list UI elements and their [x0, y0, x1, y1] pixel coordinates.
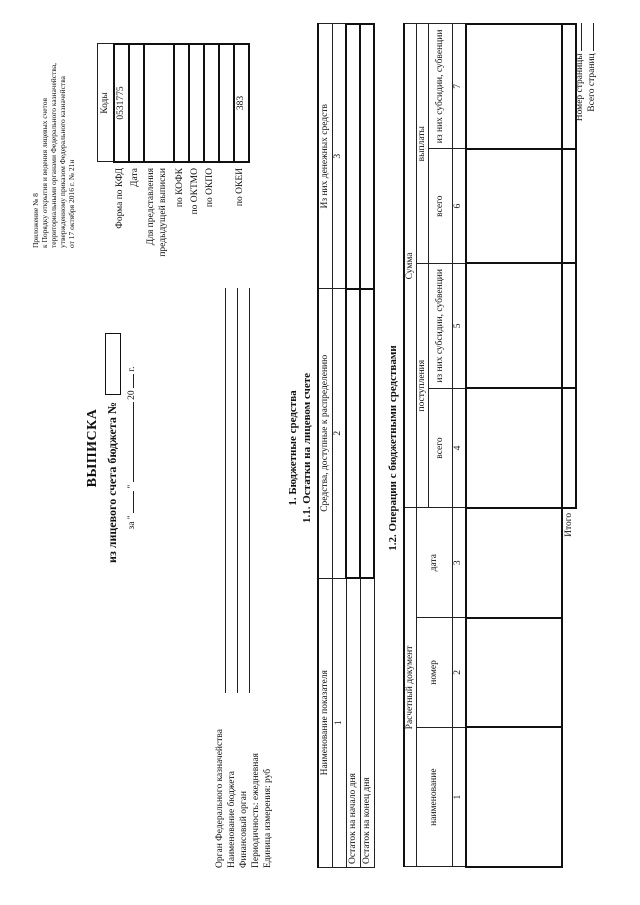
page-title: ВЫПИСКА [85, 408, 100, 487]
field-label-budget: Наименование бюджета [227, 770, 237, 868]
header-payment-doc: Расчетный документ [404, 507, 417, 866]
col-header-cash: Из них денежных средств [318, 24, 332, 289]
field-row [239, 288, 251, 868]
code-value-okpo[interactable] [204, 44, 219, 162]
date-quote: " [127, 484, 138, 489]
annex-line: Приложение № 8 [31, 192, 40, 248]
row-label-closing: Остаток на конец дня [360, 578, 374, 867]
col-header-indicator: Наименование показателя [318, 578, 332, 867]
cell-total-income-subsidies[interactable] [562, 263, 576, 388]
cell-total-payout[interactable] [562, 148, 576, 263]
cell-op-income-total[interactable] [466, 388, 562, 508]
code-label-kfd: Форма по КФД [115, 167, 125, 229]
code-label-okpo: по ОКПО [205, 167, 215, 207]
col-number: 1 [332, 578, 346, 867]
page-number-field[interactable] [581, 23, 582, 51]
page-counter [575, 23, 599, 148]
field-line-finorgan[interactable] [249, 288, 250, 693]
cell-total-payout-subsidies[interactable] [562, 24, 576, 149]
col-header-income-total: всего [429, 388, 453, 508]
col-number: 7 [453, 24, 466, 149]
row-label-opening: Остаток на начало дня [346, 578, 360, 867]
field-line-treasury[interactable] [225, 288, 226, 693]
cell-total-income[interactable] [562, 388, 576, 508]
total-pages-field[interactable] [593, 23, 594, 51]
codes-labels [113, 168, 248, 288]
code-label-prev: Для представления предыдущей выписки [146, 167, 168, 257]
balances-table [317, 23, 375, 868]
field-label-treasury: Орган Федерального казначейства [215, 728, 225, 868]
code-value-okei[interactable]: 383 [234, 44, 249, 162]
col-header-number: номер [417, 617, 453, 727]
cell-op-payout-subsidies[interactable] [466, 24, 562, 149]
col-header-payout-total: всего [429, 148, 453, 263]
operations-table [403, 23, 577, 868]
page-subtitle: из лицевого счета бюджета № [105, 401, 119, 563]
field-row [215, 288, 227, 868]
requisites [215, 288, 275, 868]
col-header-date: дата [417, 507, 453, 617]
code-label-date: Дата [130, 167, 140, 187]
total-pages-label: Всего страниц [587, 52, 597, 112]
cell-op-payout-total[interactable] [466, 148, 562, 263]
date-year-field[interactable] [133, 374, 134, 388]
annex-line: от 17 октября 2016 г. № 21н [67, 159, 76, 248]
field-row [227, 288, 239, 868]
header-sum: Сумма [404, 24, 417, 508]
table-row [466, 24, 562, 867]
statement-sheet [15, 18, 625, 888]
section2-title: 1.2. Операции с бюджетными средствами [387, 344, 399, 551]
code-value-date[interactable] [129, 44, 144, 162]
code-label-empty [218, 168, 233, 288]
cell-op-date[interactable] [466, 507, 562, 617]
date-month-field[interactable] [133, 402, 134, 482]
col-number: 3 [332, 24, 346, 289]
field-periodicity: Периодичность: ежедневная [251, 752, 261, 868]
code-label-okei: по ОКЕИ [235, 167, 245, 206]
total-label: Итого [563, 512, 574, 537]
cell-op-name[interactable] [466, 727, 562, 867]
annex-line: территориальными органами Федерального казначейства, [49, 62, 58, 248]
code-label-kofk: по КОФК [175, 167, 185, 207]
col-number: 5 [453, 263, 466, 388]
col-header-available: Средства, доступные к распределению [318, 288, 332, 577]
annex-note [31, 28, 76, 248]
cell-closing-available[interactable] [360, 288, 374, 577]
col-number: 2 [332, 288, 346, 577]
col-number: 6 [453, 148, 466, 263]
cell-opening-available[interactable] [346, 288, 360, 577]
codes-header: Коды [98, 44, 114, 162]
cell-closing-cash[interactable] [360, 24, 374, 289]
page-number-label: Номер страницы [575, 52, 585, 121]
header-payout: выплаты [417, 24, 429, 263]
date-prefix: за " [127, 514, 138, 530]
col-header-income-subsidies: из них субсидии, субвенции [429, 263, 453, 388]
field-unit: Единица измерения: руб [263, 768, 273, 868]
annex-line: к Порядку открытия и ведения лицевых счетов [40, 97, 49, 248]
code-value-oktmo[interactable] [189, 44, 204, 162]
code-value-kfd[interactable]: 0531775 [114, 44, 129, 162]
cell-opening-cash[interactable] [346, 24, 360, 289]
account-number-box[interactable] [105, 333, 121, 395]
cell-op-number[interactable] [466, 617, 562, 727]
date-year-suffix: г. [127, 365, 138, 372]
col-header-payout-subsidies: из них субсидии, субвенции [429, 24, 453, 149]
code-value-prev[interactable] [144, 44, 174, 162]
section1-subtitle: 1.1. Остатки на лицевом счете [301, 372, 313, 523]
cell-op-income-subsidies[interactable] [466, 263, 562, 388]
col-header-name: наименование [417, 727, 453, 867]
title-block [85, 258, 138, 638]
date-day-field[interactable] [133, 490, 134, 512]
col-number: 4 [453, 388, 466, 508]
header-income: поступления [417, 263, 429, 507]
col-number: 2 [453, 617, 466, 727]
code-label-oktmo: по ОКТМО [190, 167, 200, 214]
date-year: 20 [127, 389, 138, 400]
col-number: 1 [453, 727, 466, 867]
code-value-kofk[interactable] [174, 44, 189, 162]
col-number: 3 [453, 507, 466, 617]
code-value-empty[interactable] [219, 44, 234, 162]
codes-table [97, 43, 250, 163]
annex-line: утвержденному приказом Федерального казначейства [58, 75, 67, 248]
field-label-finorgan: Финансовый орган [239, 790, 249, 868]
section1-title: 1. Бюджетные средства [287, 389, 299, 506]
field-line-budget[interactable] [237, 288, 238, 693]
